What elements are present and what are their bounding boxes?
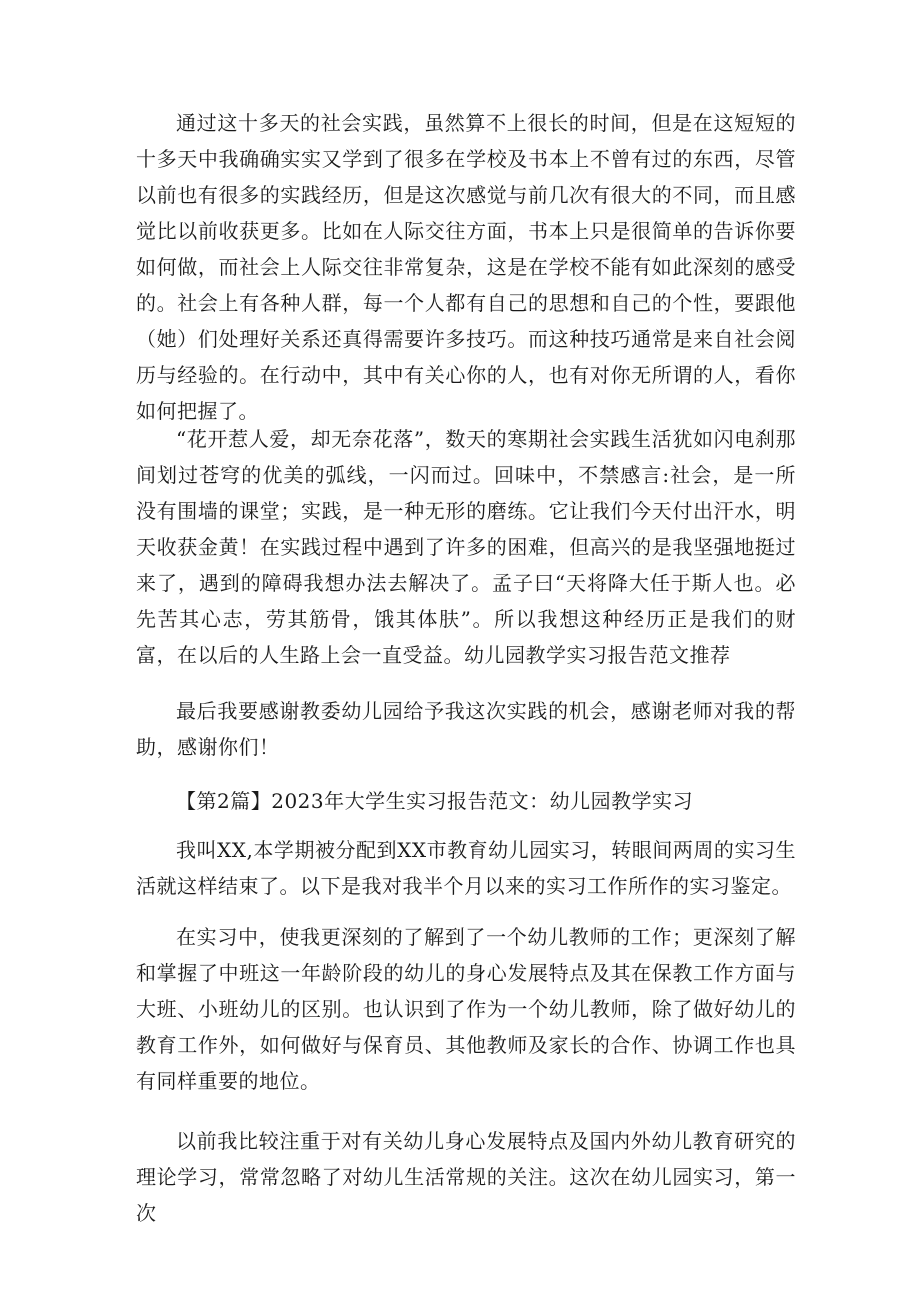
paragraph-intro: 我叫XX,本学期被分配到XX市教育幼儿园实习，转眼间两周的实习生活就这样结束了。以下是我对我半个月以来的实习工作所作的实习鉴定。: [136, 838, 796, 898]
paragraph-social-practice: 通过这十多天的社会实践，虽然算不上很长的时间，但是在这短短的十多天中我确确实实又学到了很多在学校及书本上不曾有过的东西，尽管以前也有很多的实践经历，但是这次感觉与前几次有很大的不同，而且感觉比以前收获更多。比如在人际交往方面，书本上只是很简单的告诉你要如何做，而社会上人际交往非常复杂，这是在学校不能有如此深刻的感受的。社会上有各种人群，每一个人都有自己的思想和自己的个性，要跟他（她）们处理好关系还真得需要许多技巧。而这种技巧通常是来自社会阅历与经验的。在行动中，其中有关心你的人，也有对你无所谓的人，看你如何把握了。: [136, 111, 796, 423]
paragraph-flower-quote: “花开惹人爱，却无奈花落”，数天的寒期社会实践生活犹如闪电刹那间划过苍穹的优美的弧线，一闪而过。回味中，不禁感言:社会，是一所没有围墙的课堂；实践，是一种无形的磨练。它让我们今天付出汗水，明天收获金黄！在实践过程中遇到了许多的困难，但高兴的是我坚强地挺过来了，遇到的障碍我想办法去解决了。孟子曰“天将降大任于斯人也。必先苦其心志，劳其筋骨，饿其体肤”。所以我想这种经历正是我们的财富，在以后的人生路上会一直受益。幼儿园教学实习报告范文推荐: [136, 427, 796, 667]
paragraph-previous-study: 以前我比较注重于对有关幼儿身心发展特点及国内外幼儿教育研究的理论学习，常常忽略了对幼儿生活常规的关注。这次在幼儿园实习，第一次: [136, 1129, 796, 1225]
paragraph-thanks: 最后我要感谢教委幼儿园给予我这次实践的机会，感谢老师对我的帮助，感谢你们！: [136, 699, 796, 759]
paragraph-internship-learning: 在实习中，使我更深刻的了解到了一个幼儿教师的工作；更深刻了解和掌握了中班这一年龄阶段的幼儿的身心发展特点及其在保教工作方面与大班、小班幼儿的区别。也认识到了作为一个幼儿教师，除了做好幼儿的教育工作外，如何做好与保育员、其他教师及家长的合作、协调工作也具有同样重要的地位。: [136, 925, 796, 1093]
section-heading-part-2: 【第2篇】2023年大学生实习报告范文：幼儿园教学实习: [176, 789, 694, 813]
